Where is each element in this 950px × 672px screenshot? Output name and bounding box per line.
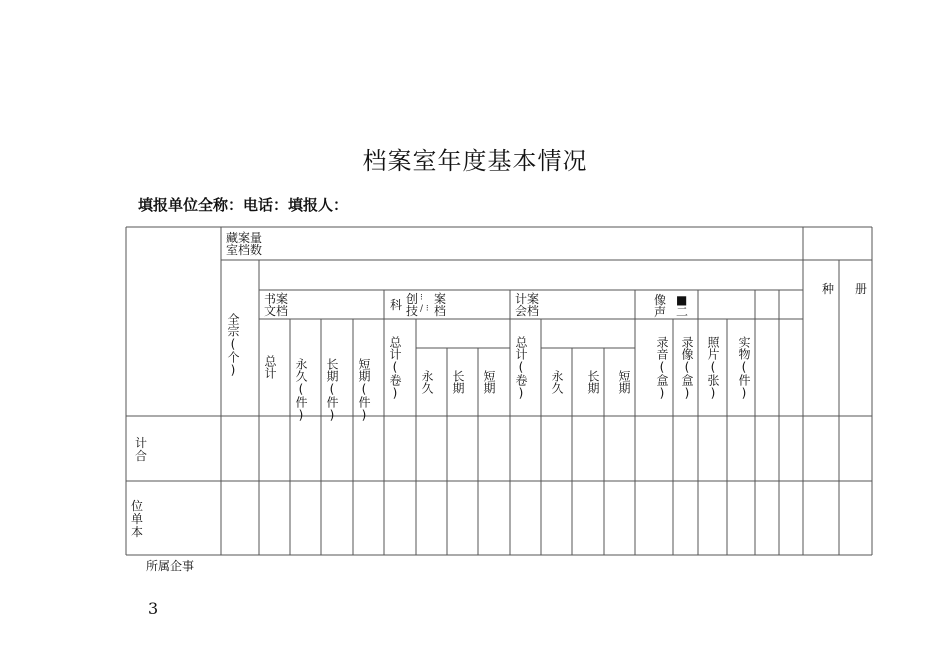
category-shengxiang-mark: ■ 二 bbox=[676, 293, 689, 319]
holdings-header: 藏案量 室档数 bbox=[226, 231, 263, 257]
row-heji-label: 计 合 bbox=[135, 436, 148, 463]
category-wenshu: 书案 文档 bbox=[264, 292, 289, 318]
page-number: 3 bbox=[148, 599, 159, 618]
zhaopian-label: 照片(张) bbox=[706, 336, 720, 400]
footnote: 所属企事 bbox=[146, 559, 195, 573]
wenshu-total: 总计 bbox=[263, 355, 277, 379]
fonds-count-label: 全宗(个) bbox=[226, 313, 240, 377]
wenshu-duanqi: 短期(件) bbox=[357, 358, 371, 422]
form-subtitle: 填报单位全称：电话：填报人： bbox=[138, 196, 349, 214]
luyin-label: 录音(盒) bbox=[655, 336, 669, 400]
category-keji-c: 案 档 bbox=[434, 292, 447, 318]
page-title: 档案室年度基本情况 bbox=[362, 147, 588, 175]
category-keji-slash: ⁝ ∕ ⁝ bbox=[420, 293, 429, 314]
keji-changqi: 长期 bbox=[451, 370, 465, 394]
keji-duanqi: 短期 bbox=[482, 370, 496, 394]
row-benwei-label: 位 单 本 bbox=[131, 499, 144, 539]
kuaiji-total: 总计(卷) bbox=[514, 336, 528, 400]
luxiang-label: 录像(盒) bbox=[680, 336, 694, 400]
category-kuaiji: 计案 会档 bbox=[515, 292, 540, 318]
ce-label: 册 bbox=[855, 282, 868, 296]
wenshu-changqi: 长期(件) bbox=[325, 358, 339, 422]
wenshu-yongjiu: 永久(件) bbox=[294, 358, 308, 422]
category-keji-b: 创 技 bbox=[406, 292, 419, 318]
kuaiji-changqi: 长期 bbox=[586, 370, 600, 394]
category-shengxiang: 像 声 bbox=[654, 293, 667, 319]
zhong-label: 种 bbox=[822, 282, 835, 296]
kuaiji-duanqi: 短期 bbox=[617, 370, 631, 394]
keji-yongjiu: 永久 bbox=[420, 370, 434, 394]
shiwu-label: 实物(件) bbox=[737, 336, 751, 400]
category-keji-a: 科 bbox=[390, 298, 403, 312]
kuaiji-yongjiu: 永久 bbox=[550, 370, 564, 394]
keji-total: 总计(卷) bbox=[388, 336, 402, 400]
